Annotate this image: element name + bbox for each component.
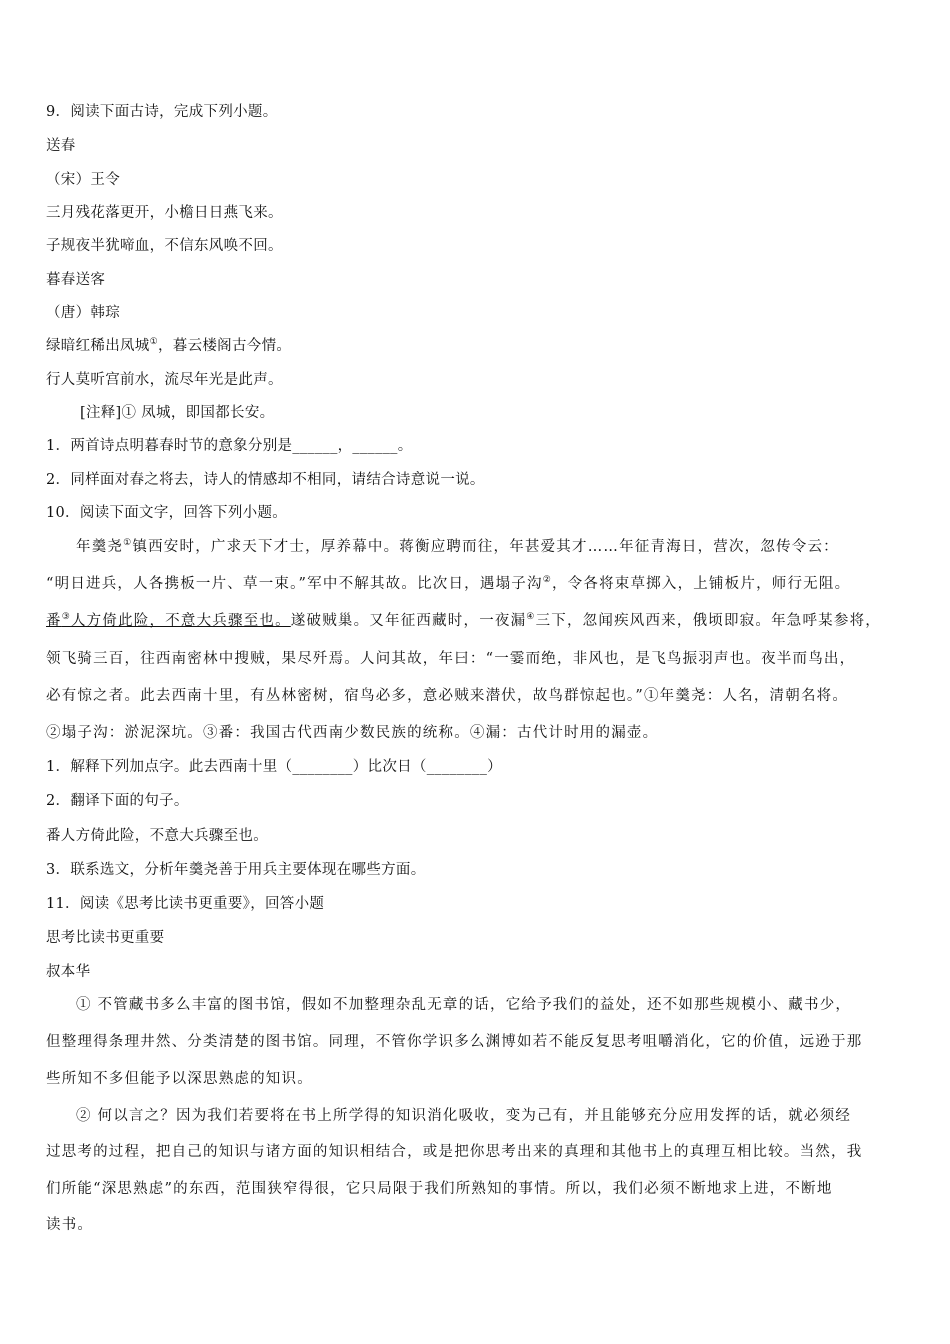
q10-sub1: 1．解释下列加点字。此去西南十里（________）比次日（________） <box>46 759 502 775</box>
q9-title: 9．阅读下面古诗，完成下列小题。 <box>46 104 278 120</box>
q10-passage-line4: 领飞骑三百，往西南密林中搜贼，果尽歼焉。人问其故，年曰：“一霎而绝，非风也，是飞鸟振羽声也。夜半而鸟出， <box>46 651 856 667</box>
q10-p1-a: 年羹尧 <box>76 539 124 555</box>
footnote-marker: ② <box>542 575 552 585</box>
poem1-line1: 三月残花落更开，小檐日日燕飞来。 <box>46 205 283 221</box>
poem1-author: （宋）王令 <box>46 172 120 188</box>
article-para2-line1: ② 何以言之？因为我们若要将在书上所学得的知识消化吸收，变为己有，并且能够充分应用发挥的话，就必须经 <box>76 1108 852 1124</box>
q10-passage-line1 <box>76 537 839 557</box>
q9-sub2: 2．同样面对春之将去，诗人的情感却不相同，请结合诗意说一说。 <box>46 472 485 488</box>
underlined-b: 人方倚此险，不意大兵骤至也。 <box>70 613 291 629</box>
article-para1-line2: 但整理得条理井然、分类清楚的图书馆。同理，不管你学识多么渊博如若不能反复思考咀嚼消化，它的价值，远逊于那 <box>46 1034 863 1050</box>
footnote-marker: ① <box>149 337 158 347</box>
article-author: 叔本华 <box>46 964 91 980</box>
poem2-line1 <box>46 336 291 356</box>
article-para2-line4: 读书。 <box>46 1217 94 1233</box>
q10-passage-line2 <box>46 574 850 594</box>
poem2-line1-a: 绿暗红稀出凤城 <box>46 338 150 354</box>
underlined-a: 番 <box>46 613 62 629</box>
poem1-line2: 子规夜半犹啼血，不信东风唤不回。 <box>46 238 283 254</box>
poem2-line1-b: ，暮云楼阁古今情。 <box>157 338 292 354</box>
q10-p2-b: ，令各将束草掷入，上铺板片，师行无阻。 <box>551 576 851 592</box>
poem1-title: 送春 <box>46 138 76 154</box>
article-para2-line2: 过思考的过程，把自己的知识与诸方面的知识相结合，或是把你思考出来的真理和其他书上的真理互相比较。当然，我 <box>46 1144 863 1160</box>
q10-p2-a: “明日进兵，人各携板一片、草一束。”军中不解其故。比次日，遇塌子沟 <box>46 576 543 592</box>
article-para2-line3: 们所能“深思熟虑”的东西，范围狭窄得很，它只局限于我们所熟知的事情。所以，我们必须不断地求上进，不断地 <box>46 1181 833 1197</box>
poem2-author: （唐）韩琮 <box>46 305 120 321</box>
footnote-marker: ③ <box>61 612 71 622</box>
underlined-sentence <box>46 613 291 629</box>
poem-note: [注释]① 凤城，即国都长安。 <box>80 405 275 421</box>
footnote-marker: ① <box>123 538 133 548</box>
footnote-marker: ④ <box>526 612 536 622</box>
q9-sub1: 1．两首诗点明暮春时节的意象分别是______，______。 <box>46 438 413 454</box>
q10-sub3: 3．联系选文，分析年羹尧善于用兵主要体现在哪些方面。 <box>46 862 426 878</box>
q10-sub2: 2．翻译下面的句子。 <box>46 793 189 809</box>
q10-p3-d: 三下，忽闻疾风西来，俄顷即寂。年急呼某参将， <box>535 613 881 629</box>
q10-p3-c: 遂破贼巢。又年征西藏时，一夜漏 <box>290 613 527 629</box>
article-para1-line3: 些所知不多但能予以深思熟虑的知识。 <box>46 1071 313 1087</box>
q10-sub2-sentence: 番人方倚此险，不意大兵骤至也。 <box>46 828 268 844</box>
q10-passage-line5: 必有惊之者。此去西南十里，有丛林密树，宿鸟必多，意必贼来潜伏，故鸟群惊起也。”①年羹尧：人名，清朝名将。 <box>46 688 849 704</box>
poem2-line2: 行人莫听宫前水，流尽年光是此声。 <box>46 372 283 388</box>
q10-title: 10．阅读下面文字，回答下列小题。 <box>46 505 288 521</box>
q11-title: 11．阅读《思考比读书更重要》，回答小题 <box>46 896 325 912</box>
q10-p1-b: 镇西安时，广求天下才士，厚养幕中。蒋衡应聘而往，年甚爱其才……年征青海日，营次，忽传令云： <box>132 539 839 555</box>
q10-passage-line3 <box>46 611 881 631</box>
q10-footnotes: ②塌子沟：淤泥深坑。③番：我国古代西南少数民族的统称。④漏：古代计时用的漏壶。 <box>46 725 659 741</box>
poem2-title: 暮春送客 <box>46 272 106 288</box>
article-title: 思考比读书更重要 <box>46 930 165 946</box>
article-para1-line1: ① 不管藏书多么丰富的图书馆，假如不加整理杂乱无章的话，它给予我们的益处，还不如那些规模小、藏书少， <box>76 997 852 1013</box>
